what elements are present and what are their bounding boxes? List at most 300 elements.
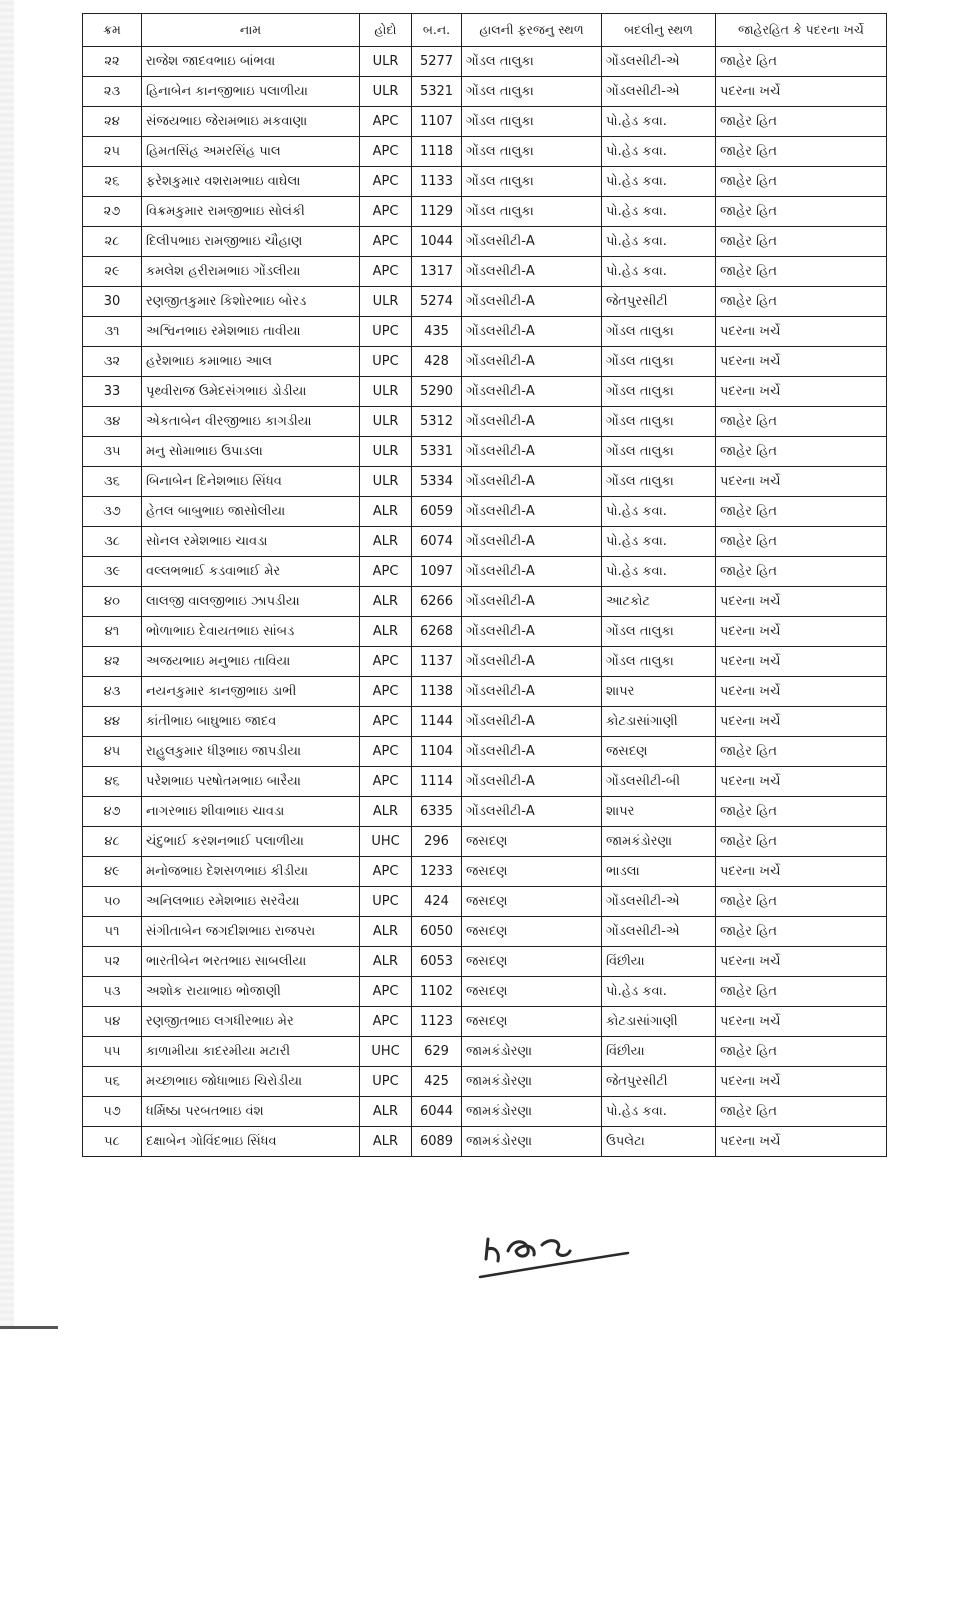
cell-current-place: ગોંડલસીટી-A — [462, 797, 602, 827]
cell-reason: પદરના ખર્ચે — [716, 947, 887, 977]
cell-bn: 1144 — [412, 707, 462, 737]
cell-kram: ૫૫ — [83, 1037, 142, 1067]
cell-reason: પદરના ખર્ચે — [716, 317, 887, 347]
cell-reason: જાહેર હિત — [716, 917, 887, 947]
cell-kram: ૪૩ — [83, 677, 142, 707]
cell-reason: જાહેર હિત — [716, 557, 887, 587]
cell-hodo: APC — [360, 227, 412, 257]
cell-kram: ૩૨ — [83, 347, 142, 377]
cell-kram: ૪૫ — [83, 737, 142, 767]
cell-bn: 5331 — [412, 437, 462, 467]
cell-reason: પદરના ખર્ચે — [716, 707, 887, 737]
cell-reason: પદરના ખર્ચે — [716, 347, 887, 377]
cell-reason: જાહેર હિત — [716, 107, 887, 137]
cell-kram: ૨૪ — [83, 107, 142, 137]
cell-reason: જાહેર હિત — [716, 497, 887, 527]
cell-transfer-place: પો.હેડ કવા. — [602, 167, 716, 197]
table-row — [83, 827, 887, 857]
cell-current-place: ગોંડલ તાલુકા — [462, 77, 602, 107]
table-row — [83, 527, 887, 557]
cell-reason: જાહેર હિત — [716, 977, 887, 1007]
cell-hodo: ALR — [360, 797, 412, 827]
cell-kram: ૪૮ — [83, 827, 142, 857]
cell-transfer-place: પો.હેડ કવા. — [602, 557, 716, 587]
cell-hodo: APC — [360, 707, 412, 737]
cell-reason: જાહેર હિત — [716, 1037, 887, 1067]
cell-kram: ૩૬ — [83, 467, 142, 497]
cell-hodo: ULR — [360, 77, 412, 107]
cell-bn: 6268 — [412, 617, 462, 647]
cell-kram: ૩૫ — [83, 437, 142, 467]
cell-current-place: ગોંડલ તાલુકા — [462, 47, 602, 77]
cell-name: હિનાબેન કાનજીભાઇ પલાળીયા — [142, 77, 360, 107]
table-row — [83, 1067, 887, 1097]
cell-bn: 5290 — [412, 377, 462, 407]
cell-hodo: ALR — [360, 1097, 412, 1127]
cell-hodo: ALR — [360, 527, 412, 557]
cell-transfer-place: ગોંડલ તાલુકા — [602, 317, 716, 347]
table-row — [83, 227, 887, 257]
cell-bn: 6074 — [412, 527, 462, 557]
cell-kram: ૩૯ — [83, 557, 142, 587]
cell-current-place: ગોંડલસીટી-A — [462, 227, 602, 257]
cell-reason: જાહેર હિત — [716, 887, 887, 917]
cell-reason: જાહેર હિત — [716, 737, 887, 767]
table-row — [83, 407, 887, 437]
cell-name: દક્ષાબેન ગોવિંદભાઇ સિંધવ — [142, 1127, 360, 1157]
cell-hodo: APC — [360, 167, 412, 197]
cell-hodo: APC — [360, 1007, 412, 1037]
cell-name: અશ્વિનભાઇ રમેશભાઇ તાવીયા — [142, 317, 360, 347]
cell-kram: ૪૦ — [83, 587, 142, 617]
cell-name: ફરેશકુમાર વશરામભાઇ વાઘેલા — [142, 167, 360, 197]
cell-reason: જાહેર હિત — [716, 167, 887, 197]
table-row — [83, 767, 887, 797]
cell-reason: જાહેર હિત — [716, 137, 887, 167]
cell-kram: ૪૭ — [83, 797, 142, 827]
cell-kram: ૨૬ — [83, 167, 142, 197]
cell-reason: પદરના ખર્ચે — [716, 377, 887, 407]
cell-bn: 1233 — [412, 857, 462, 887]
cell-transfer-place: પો.હેડ કવા. — [602, 1097, 716, 1127]
table-row — [83, 437, 887, 467]
cell-kram: ૨૯ — [83, 257, 142, 287]
cell-hodo: APC — [360, 197, 412, 227]
cell-transfer-place: ગોંડલસીટી-એ — [602, 917, 716, 947]
cell-name: વલ્લભભાઈ કડવાભાઈ મેર — [142, 557, 360, 587]
cell-current-place: ગોંડલસીટી-A — [462, 347, 602, 377]
cell-current-place: જામકંડોરણા — [462, 1037, 602, 1067]
cell-current-place: જસદણ — [462, 947, 602, 977]
cell-current-place: ગોંડલ તાલુકા — [462, 107, 602, 137]
cell-hodo: APC — [360, 677, 412, 707]
cell-current-place: ગોંડલસીટી-A — [462, 617, 602, 647]
cell-kram: ૫૦ — [83, 887, 142, 917]
table-row — [83, 947, 887, 977]
table-header-row — [83, 14, 887, 47]
header-current-place: હાલની ફરજનુ સ્થળ — [462, 14, 602, 47]
cell-bn: 1138 — [412, 677, 462, 707]
cell-current-place: ગોંડલસીટી-A — [462, 737, 602, 767]
cell-transfer-place: વિંછીયા — [602, 1037, 716, 1067]
cell-transfer-place: ગોંડલ તાલુકા — [602, 437, 716, 467]
cell-transfer-place: ગોંડલ તાલુકા — [602, 617, 716, 647]
scan-edge-noise — [0, 0, 14, 1330]
cell-name: મનોજભાઇ દેશસળભાઇ કીડીયા — [142, 857, 360, 887]
cell-kram: ૫૭ — [83, 1097, 142, 1127]
cell-hodo: ALR — [360, 947, 412, 977]
table-row — [83, 1007, 887, 1037]
cell-bn: 428 — [412, 347, 462, 377]
table-row — [83, 377, 887, 407]
cell-name: નયનકુમાર કાનજીભાઇ ડાભી — [142, 677, 360, 707]
cell-current-place: ગોંડલસીટી-A — [462, 767, 602, 797]
cell-hodo: ALR — [360, 497, 412, 527]
cell-transfer-place: જેતપુરસીટી — [602, 1067, 716, 1097]
cell-reason: પદરના ખર્ચે — [716, 617, 887, 647]
cell-hodo: ULR — [360, 407, 412, 437]
cell-name: હરેશભાઇ કમાભાઇ આલ — [142, 347, 360, 377]
cell-transfer-place: પો.હેડ કવા. — [602, 107, 716, 137]
cell-kram: ૩૪ — [83, 407, 142, 437]
table-row — [83, 887, 887, 917]
cell-hodo: UPC — [360, 347, 412, 377]
cell-name: ભોળાભાઇ દેવાયતભાઇ સાંબડ — [142, 617, 360, 647]
scan-edge-mark — [0, 1326, 58, 1329]
cell-bn: 5277 — [412, 47, 462, 77]
cell-hodo: APC — [360, 977, 412, 1007]
cell-kram: ૪૨ — [83, 647, 142, 677]
cell-bn: 1137 — [412, 647, 462, 677]
cell-current-place: જસદણ — [462, 1007, 602, 1037]
cell-bn: 296 — [412, 827, 462, 857]
table-row — [83, 737, 887, 767]
cell-hodo: APC — [360, 857, 412, 887]
cell-hodo: APC — [360, 737, 412, 767]
cell-name: કાળામીયા કાદરમીયા મટારી — [142, 1037, 360, 1067]
cell-bn: 5312 — [412, 407, 462, 437]
cell-current-place: ગોંડલસીટી-A — [462, 647, 602, 677]
cell-hodo: APC — [360, 647, 412, 677]
cell-reason: જાહેર હિત — [716, 47, 887, 77]
cell-transfer-place: ઉપલેટા — [602, 1127, 716, 1157]
cell-bn: 629 — [412, 1037, 462, 1067]
cell-kram: ૫૬ — [83, 1067, 142, 1097]
cell-kram: ૪૯ — [83, 857, 142, 887]
table-row — [83, 1037, 887, 1067]
cell-current-place: જસદણ — [462, 857, 602, 887]
header-bn: બ.ન. — [412, 14, 462, 47]
table-row — [83, 257, 887, 287]
cell-hodo: ULR — [360, 47, 412, 77]
table-row — [83, 467, 887, 497]
cell-transfer-place: વિંછીયા — [602, 947, 716, 977]
header-kram: ક્રમ — [83, 14, 142, 47]
cell-current-place: જસદણ — [462, 887, 602, 917]
cell-reason: જાહેર હિત — [716, 527, 887, 557]
cell-reason: જાહેર હિત — [716, 827, 887, 857]
cell-current-place: જસદણ — [462, 917, 602, 947]
cell-transfer-place: શાપર — [602, 797, 716, 827]
cell-reason: જાહેર હિત — [716, 227, 887, 257]
cell-reason: પદરના ખર્ચે — [716, 1007, 887, 1037]
table-row — [83, 317, 887, 347]
cell-current-place: ગોંડલસીટી-A — [462, 707, 602, 737]
cell-hodo: UPC — [360, 1067, 412, 1097]
cell-kram: 33 — [83, 377, 142, 407]
cell-name: રણજીતકુમાર કિશોરભાઇ બોરડ — [142, 287, 360, 317]
cell-kram: ૩૧ — [83, 317, 142, 347]
cell-transfer-place: પો.હેડ કવા. — [602, 227, 716, 257]
cell-current-place: ગોંડલસીટી-A — [462, 527, 602, 557]
cell-transfer-place: કોટડાસાંગાણી — [602, 707, 716, 737]
cell-kram: ૨૨ — [83, 47, 142, 77]
cell-current-place: ગોંડલ તાલુકા — [462, 167, 602, 197]
cell-kram: 30 — [83, 287, 142, 317]
cell-bn: 1107 — [412, 107, 462, 137]
cell-name: હેતલ બાબુભાઇ જાસોલીયા — [142, 497, 360, 527]
table-row — [83, 1127, 887, 1157]
cell-name: દિલીપભાઇ રામજીભાઇ ચૌહાણ — [142, 227, 360, 257]
cell-reason: પદરના ખર્ચે — [716, 1127, 887, 1157]
table-row — [83, 167, 887, 197]
cell-name: વિક્રમકુમાર રામજીભાઇ સોલંકી — [142, 197, 360, 227]
cell-reason: પદરના ખર્ચે — [716, 767, 887, 797]
cell-hodo: ALR — [360, 617, 412, 647]
cell-transfer-place: ગોંડલસીટી-એ — [602, 47, 716, 77]
cell-transfer-place: ગોંડલસીટી-એ — [602, 887, 716, 917]
cell-name: એકતાબેન વીરજીભાઇ કાગડીયા — [142, 407, 360, 437]
cell-hodo: UHC — [360, 827, 412, 857]
table-row — [83, 617, 887, 647]
cell-kram: ૫૧ — [83, 917, 142, 947]
cell-reason: જાહેર હિત — [716, 407, 887, 437]
cell-transfer-place: ગોંડલ તાલુકા — [602, 467, 716, 497]
table-row — [83, 917, 887, 947]
cell-transfer-place: પો.હેડ કવા. — [602, 497, 716, 527]
table-row — [83, 857, 887, 887]
cell-name: નાગરભાઇ શીવાભાઇ ચાવડા — [142, 797, 360, 827]
cell-hodo: ULR — [360, 377, 412, 407]
cell-name: હિમતસિંહ અમરસિંહ પાલ — [142, 137, 360, 167]
cell-kram: ૩૭ — [83, 497, 142, 527]
cell-bn: 1123 — [412, 1007, 462, 1037]
cell-name: સોનલ રમેશભાઇ ચાવડા — [142, 527, 360, 557]
cell-bn: 1044 — [412, 227, 462, 257]
cell-reason: પદરના ખર્ચે — [716, 1067, 887, 1097]
table-row — [83, 347, 887, 377]
cell-reason: જાહેર હિત — [716, 437, 887, 467]
cell-current-place: ગોંડલસીટી-A — [462, 677, 602, 707]
cell-name: રાજેશ જાદવભાઇ બાંભવા — [142, 47, 360, 77]
cell-name: કાંતીભાઇ બાઘુભાઇ જાદવ — [142, 707, 360, 737]
cell-current-place: ગોંડલસીટી-A — [462, 407, 602, 437]
table-row — [83, 497, 887, 527]
table-row — [83, 707, 887, 737]
cell-name: મનુ સોમાભાઇ ઉપાડલા — [142, 437, 360, 467]
cell-name: અજયભાઇ મનુભાઇ તાવિયા — [142, 647, 360, 677]
cell-transfer-place: પો.હેડ કવા. — [602, 977, 716, 1007]
cell-kram: ૨૩ — [83, 77, 142, 107]
cell-hodo: ULR — [360, 437, 412, 467]
cell-name: કમલેશ હરીરામભાઇ ગોંડલીયા — [142, 257, 360, 287]
cell-kram: ૪૬ — [83, 767, 142, 797]
cell-hodo: APC — [360, 137, 412, 167]
cell-name: અનિલભાઇ રમેશભાઇ સરવૈયા — [142, 887, 360, 917]
cell-kram: ૪૧ — [83, 617, 142, 647]
cell-transfer-place: ગોંડલ તાલુકા — [602, 407, 716, 437]
cell-transfer-place: ગોંડલસીટી-એ — [602, 77, 716, 107]
cell-name: પૃથ્વીરાજ ઉમેદસંગભાઇ ડોડીયા — [142, 377, 360, 407]
cell-current-place: જામકંડોરણા — [462, 1067, 602, 1097]
cell-bn: 6266 — [412, 587, 462, 617]
table-row — [83, 47, 887, 77]
table-row — [83, 107, 887, 137]
cell-bn: 1317 — [412, 257, 462, 287]
cell-transfer-place: પો.હેડ કવા. — [602, 197, 716, 227]
cell-bn: 1129 — [412, 197, 462, 227]
cell-bn: 6089 — [412, 1127, 462, 1157]
cell-transfer-place: પો.હેડ કવા. — [602, 527, 716, 557]
table-row — [83, 977, 887, 1007]
cell-current-place: ગોંડલસીટી-A — [462, 497, 602, 527]
cell-transfer-place: ગોંડલ તાલુકા — [602, 347, 716, 377]
cell-reason: પદરના ખર્ચે — [716, 647, 887, 677]
table-row — [83, 287, 887, 317]
cell-current-place: ગોંડલસીટી-A — [462, 377, 602, 407]
cell-bn: 1118 — [412, 137, 462, 167]
cell-reason: જાહેર હિત — [716, 797, 887, 827]
cell-name: સંગીતાબેન જગદીશભાઇ રાજપરા — [142, 917, 360, 947]
cell-transfer-place: પો.હેડ કવા. — [602, 257, 716, 287]
cell-kram: ૫૩ — [83, 977, 142, 1007]
cell-transfer-place: શાપર — [602, 677, 716, 707]
cell-kram: ૩૮ — [83, 527, 142, 557]
cell-transfer-place: આટકોટ — [602, 587, 716, 617]
cell-transfer-place: પો.હેડ કવા. — [602, 137, 716, 167]
cell-reason: જાહેર હિત — [716, 197, 887, 227]
cell-current-place: ગોંડલસીટી-A — [462, 467, 602, 497]
cell-current-place: ગોંડલ તાલુકા — [462, 197, 602, 227]
cell-current-place: જસદણ — [462, 977, 602, 1007]
table-row — [83, 557, 887, 587]
cell-hodo: UPC — [360, 317, 412, 347]
header-name: નામ — [142, 14, 360, 47]
table-row — [83, 197, 887, 227]
cell-hodo: APC — [360, 767, 412, 797]
table-row — [83, 587, 887, 617]
table-row — [83, 1097, 887, 1127]
cell-bn: 424 — [412, 887, 462, 917]
cell-bn: 1133 — [412, 167, 462, 197]
cell-kram: ૨૭ — [83, 197, 142, 227]
cell-bn: 6044 — [412, 1097, 462, 1127]
cell-hodo: APC — [360, 557, 412, 587]
header-transfer-place: બદલીનુ સ્થળ — [602, 14, 716, 47]
cell-reason: પદરના ખર્ચે — [716, 677, 887, 707]
cell-reason: જાહેર હિત — [716, 1097, 887, 1127]
cell-current-place: જસદણ — [462, 827, 602, 857]
cell-bn: 5274 — [412, 287, 462, 317]
cell-hodo: ULR — [360, 467, 412, 497]
cell-current-place: ગોંડલસીટી-A — [462, 437, 602, 467]
table-row — [83, 647, 887, 677]
cell-kram: ૨૮ — [83, 227, 142, 257]
table-row — [83, 677, 887, 707]
header-hodo: હોદો — [360, 14, 412, 47]
cell-hodo: ULR — [360, 287, 412, 317]
cell-name: અશોક રાયાભાઇ ભોજાણી — [142, 977, 360, 1007]
cell-kram: ૫૪ — [83, 1007, 142, 1037]
cell-kram: ૨૫ — [83, 137, 142, 167]
cell-hodo: ALR — [360, 1127, 412, 1157]
table-row — [83, 137, 887, 167]
cell-transfer-place: ભાડલા — [602, 857, 716, 887]
cell-current-place: ગોંડલસીટી-A — [462, 287, 602, 317]
cell-bn: 1104 — [412, 737, 462, 767]
cell-name: મચ્છાભાઇ જોધાભાઇ ચિરોડીયા — [142, 1067, 360, 1097]
cell-kram: ૪૪ — [83, 707, 142, 737]
cell-name: રાહુલકુમાર ધીરૂભાઇ જાપડીયા — [142, 737, 360, 767]
cell-hodo: ALR — [360, 917, 412, 947]
signature — [478, 1225, 638, 1295]
cell-transfer-place: ગોંડલસીટી-બી — [602, 767, 716, 797]
cell-name: સંજયભાઇ જેરામભાઇ મકવાણા — [142, 107, 360, 137]
cell-reason: પદરના ખર્ચે — [716, 587, 887, 617]
cell-current-place: ગોંડલસીટી-A — [462, 257, 602, 287]
cell-current-place: જામકંડોરણા — [462, 1097, 602, 1127]
table-row — [83, 797, 887, 827]
cell-name: બિનાબેન દિનેશભાઇ સિંધવ — [142, 467, 360, 497]
cell-bn: 5334 — [412, 467, 462, 497]
cell-bn: 425 — [412, 1067, 462, 1097]
cell-hodo: UPC — [360, 887, 412, 917]
cell-hodo: UHC — [360, 1037, 412, 1067]
cell-transfer-place: ગોંડલ તાલુકા — [602, 377, 716, 407]
cell-hodo: APC — [360, 257, 412, 287]
table-body — [83, 47, 887, 1157]
cell-transfer-place: કોટડાસાંગાણી — [602, 1007, 716, 1037]
cell-transfer-place: જામકંડોરણા — [602, 827, 716, 857]
cell-name: ધર્મિષ્ઠા પરબતભાઇ વંશ — [142, 1097, 360, 1127]
transfer-table — [82, 13, 887, 1157]
cell-bn: 6335 — [412, 797, 462, 827]
cell-bn: 6059 — [412, 497, 462, 527]
cell-kram: ૫૨ — [83, 947, 142, 977]
cell-bn: 5321 — [412, 77, 462, 107]
cell-reason: પદરના ખર્ચે — [716, 77, 887, 107]
cell-current-place: ગોંડલ તાલુકા — [462, 137, 602, 167]
cell-current-place: ગોંડલસીટી-A — [462, 557, 602, 587]
cell-name: લાલજી વાલજીભાઇ ઝાપડીયા — [142, 587, 360, 617]
cell-name: પરેશભાઇ પરષોતમભાઇ બારૈયા — [142, 767, 360, 797]
cell-kram: ૫૮ — [83, 1127, 142, 1157]
cell-current-place: ગોંડલસીટી-A — [462, 317, 602, 347]
cell-reason: પદરના ખર્ચે — [716, 467, 887, 497]
cell-bn: 435 — [412, 317, 462, 347]
cell-hodo: APC — [360, 107, 412, 137]
cell-current-place: જામકંડોરણા — [462, 1127, 602, 1157]
cell-name: ભારતીબેન ભરતભાઇ સાબલીયા — [142, 947, 360, 977]
cell-bn: 1114 — [412, 767, 462, 797]
cell-reason: જાહેર હિત — [716, 287, 887, 317]
cell-reason: પદરના ખર્ચે — [716, 857, 887, 887]
cell-transfer-place: ગોંડલ તાલુકા — [602, 647, 716, 677]
cell-bn: 6050 — [412, 917, 462, 947]
cell-bn: 1097 — [412, 557, 462, 587]
cell-current-place: ગોંડલસીટી-A — [462, 587, 602, 617]
cell-transfer-place: જેતપુરસીટી — [602, 287, 716, 317]
